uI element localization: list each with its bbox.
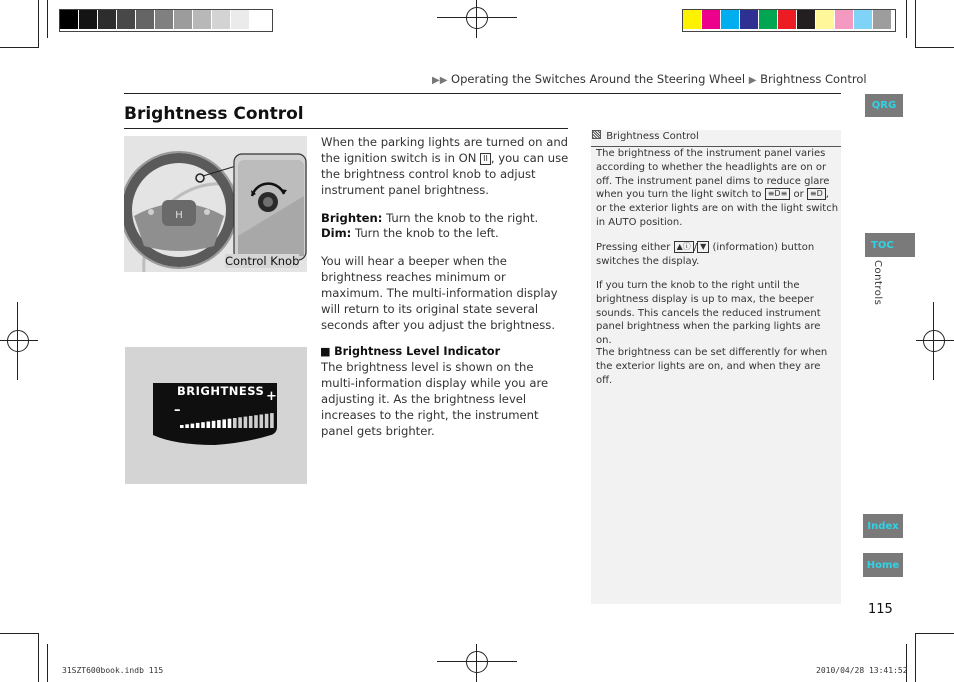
brightness-level-segment bbox=[254, 415, 258, 428]
gray-bar-swatch bbox=[155, 10, 173, 29]
dim-text: Turn the knob to the left. bbox=[351, 226, 499, 240]
color-bar-swatch bbox=[683, 10, 701, 29]
brightness-level-segment bbox=[201, 422, 205, 428]
brighten-instruction bbox=[321, 210, 571, 226]
brightness-level-segment bbox=[212, 421, 216, 428]
parking-light-symbol-key: ≡D bbox=[807, 188, 826, 200]
gray-bar-swatch bbox=[174, 10, 192, 29]
brighten-text: Turn the knob to the right. bbox=[382, 211, 539, 225]
brightness-display-illustration bbox=[125, 347, 307, 484]
brightness-level-segment bbox=[191, 424, 195, 428]
home-tab[interactable]: Home bbox=[863, 553, 903, 577]
intro-paragraph bbox=[321, 134, 571, 198]
footer-date-info: 2010/04/28 13:41:52 bbox=[816, 666, 908, 675]
intro-text-b: , you can use the brightness control knob to adjust instrument panel brightness. bbox=[321, 151, 569, 197]
brightness-minus-symbol: – bbox=[174, 403, 181, 418]
toc-tab[interactable]: TOC bbox=[865, 233, 915, 257]
footer-file-info: 31SZT600book.indb 115 bbox=[62, 666, 164, 675]
breadcrumb-separator: ▶ bbox=[748, 75, 757, 86]
index-tab[interactable]: Index bbox=[863, 514, 903, 538]
color-bar-swatch bbox=[854, 10, 872, 29]
sidebar-p2-text-b: (information) button switches the display. bbox=[596, 242, 815, 267]
subsection-heading bbox=[320, 344, 570, 360]
ignition-on-key-symbol: II bbox=[480, 153, 491, 165]
brightness-display-label: BRIGHTNESS bbox=[177, 384, 265, 398]
brightness-level-segment bbox=[265, 414, 269, 428]
color-bar-swatch bbox=[740, 10, 758, 29]
color-bar-swatch bbox=[721, 10, 739, 29]
headlight-symbol-key: ≡D≡ bbox=[765, 188, 791, 200]
title-rule bbox=[124, 128, 568, 129]
brightness-level-segment bbox=[260, 415, 264, 429]
sidebar-p1-or: or bbox=[790, 189, 807, 201]
color-bar-swatch bbox=[873, 10, 891, 29]
info-up-button-icon: ▲ⓘ bbox=[674, 241, 694, 253]
page-number: 115 bbox=[868, 602, 893, 617]
sidebar-paragraph-3: If you turn the knob to the right until the brightness display is up to max, the beeper sounds. This cancels the reduced instrument panel brightness when the parking lights are on. bbox=[596, 280, 821, 347]
brightness-level-segment bbox=[238, 417, 242, 428]
sidebar-heading-icon bbox=[592, 130, 601, 139]
dim-instruction bbox=[321, 225, 571, 241]
gray-bar-swatch bbox=[117, 10, 135, 29]
page-title: Brightness Control bbox=[124, 104, 304, 124]
header-rule bbox=[124, 93, 841, 94]
section-side-label: Controls bbox=[872, 260, 883, 306]
sidebar-p1-text-a: The brightness of the instrument panel varies according to whether the headlights are on or off. The instrument panel dims to reduce glare when you turn the light switch to bbox=[596, 148, 830, 201]
subsection-title: Brightness Level Indicator bbox=[334, 345, 501, 358]
brightness-display-drawing bbox=[125, 347, 307, 484]
brightness-level-segment bbox=[196, 423, 200, 428]
sidebar-p2-text-a: Pressing either bbox=[596, 242, 671, 253]
brighten-label: Brighten: bbox=[321, 211, 383, 225]
brightness-level-segment bbox=[270, 413, 274, 428]
gray-bar-swatch bbox=[212, 10, 230, 29]
brightness-level-segment bbox=[180, 425, 184, 428]
sidebar-heading bbox=[591, 130, 841, 142]
breadcrumb bbox=[432, 72, 867, 86]
sidebar-p2-slash: / bbox=[693, 242, 698, 253]
brightness-level-segment bbox=[222, 419, 226, 428]
brightness-level-segment bbox=[228, 419, 232, 428]
qrg-tab[interactable]: QRG bbox=[865, 94, 903, 117]
brightness-level-segment bbox=[207, 422, 211, 429]
gray-bar-swatch bbox=[193, 10, 211, 29]
brightness-level-segment bbox=[233, 418, 237, 428]
subsection-marker: ■ bbox=[320, 345, 331, 358]
dim-label: Dim: bbox=[321, 226, 352, 240]
brightness-level-segment bbox=[249, 416, 253, 428]
breadcrumb-marker: ▶▶ bbox=[432, 75, 448, 86]
brightness-level-segment bbox=[244, 417, 248, 428]
gray-bar-swatch bbox=[136, 10, 154, 29]
steering-wheel-illustration bbox=[124, 136, 307, 272]
gray-bar-swatch bbox=[231, 10, 249, 29]
sidebar-p1-text-b: , or the exterior lights are on with the light switch in AUTO position. bbox=[596, 189, 839, 228]
indicator-paragraph: The brightness level is shown on the multi-information display while you are adjusting it. As the brightness level increases to the right, the instrument panel gets brighter. bbox=[321, 360, 549, 438]
color-bar-swatch bbox=[759, 10, 777, 29]
sidebar-paragraph-2 bbox=[596, 241, 839, 269]
gray-bar-swatch bbox=[250, 10, 268, 29]
control-knob-callout: Control Knob bbox=[225, 254, 300, 268]
breadcrumb-section-link[interactable]: Operating the Switches Around the Steering Wheel bbox=[451, 72, 746, 86]
color-bar-swatch bbox=[835, 10, 853, 29]
beeper-paragraph: You will hear a beeper when the brightness reaches minimum or maximum. The multi-information display will return to its original state several seconds after you adjust the brightness. bbox=[321, 254, 558, 332]
svg-text:H: H bbox=[175, 210, 183, 221]
intro-text-a: When the parking lights are turned on and the ignition switch is in ON bbox=[321, 135, 569, 165]
breadcrumb-current-page: Brightness Control bbox=[760, 72, 867, 86]
brightness-level-segment bbox=[217, 420, 221, 428]
color-bar-swatch bbox=[778, 10, 796, 29]
gray-bar-swatch bbox=[79, 10, 97, 29]
sidebar-heading-text: Brightness Control bbox=[606, 131, 699, 142]
color-bar-swatch bbox=[702, 10, 720, 29]
info-down-button-icon: ▼ bbox=[697, 241, 709, 253]
gray-bar-swatch bbox=[98, 10, 116, 29]
sidebar-paragraph-1 bbox=[596, 147, 839, 230]
color-bar-swatch bbox=[797, 10, 815, 29]
sidebar-paragraph-4: The brightness can be set differently for when the exterior lights are on, and when they are off. bbox=[596, 347, 828, 386]
gray-bar-swatch bbox=[60, 10, 78, 29]
color-bar-swatch bbox=[816, 10, 834, 29]
brightness-level-segment bbox=[185, 424, 189, 428]
steering-wheel-drawing bbox=[124, 136, 307, 272]
brightness-plus-symbol: + bbox=[266, 389, 277, 404]
